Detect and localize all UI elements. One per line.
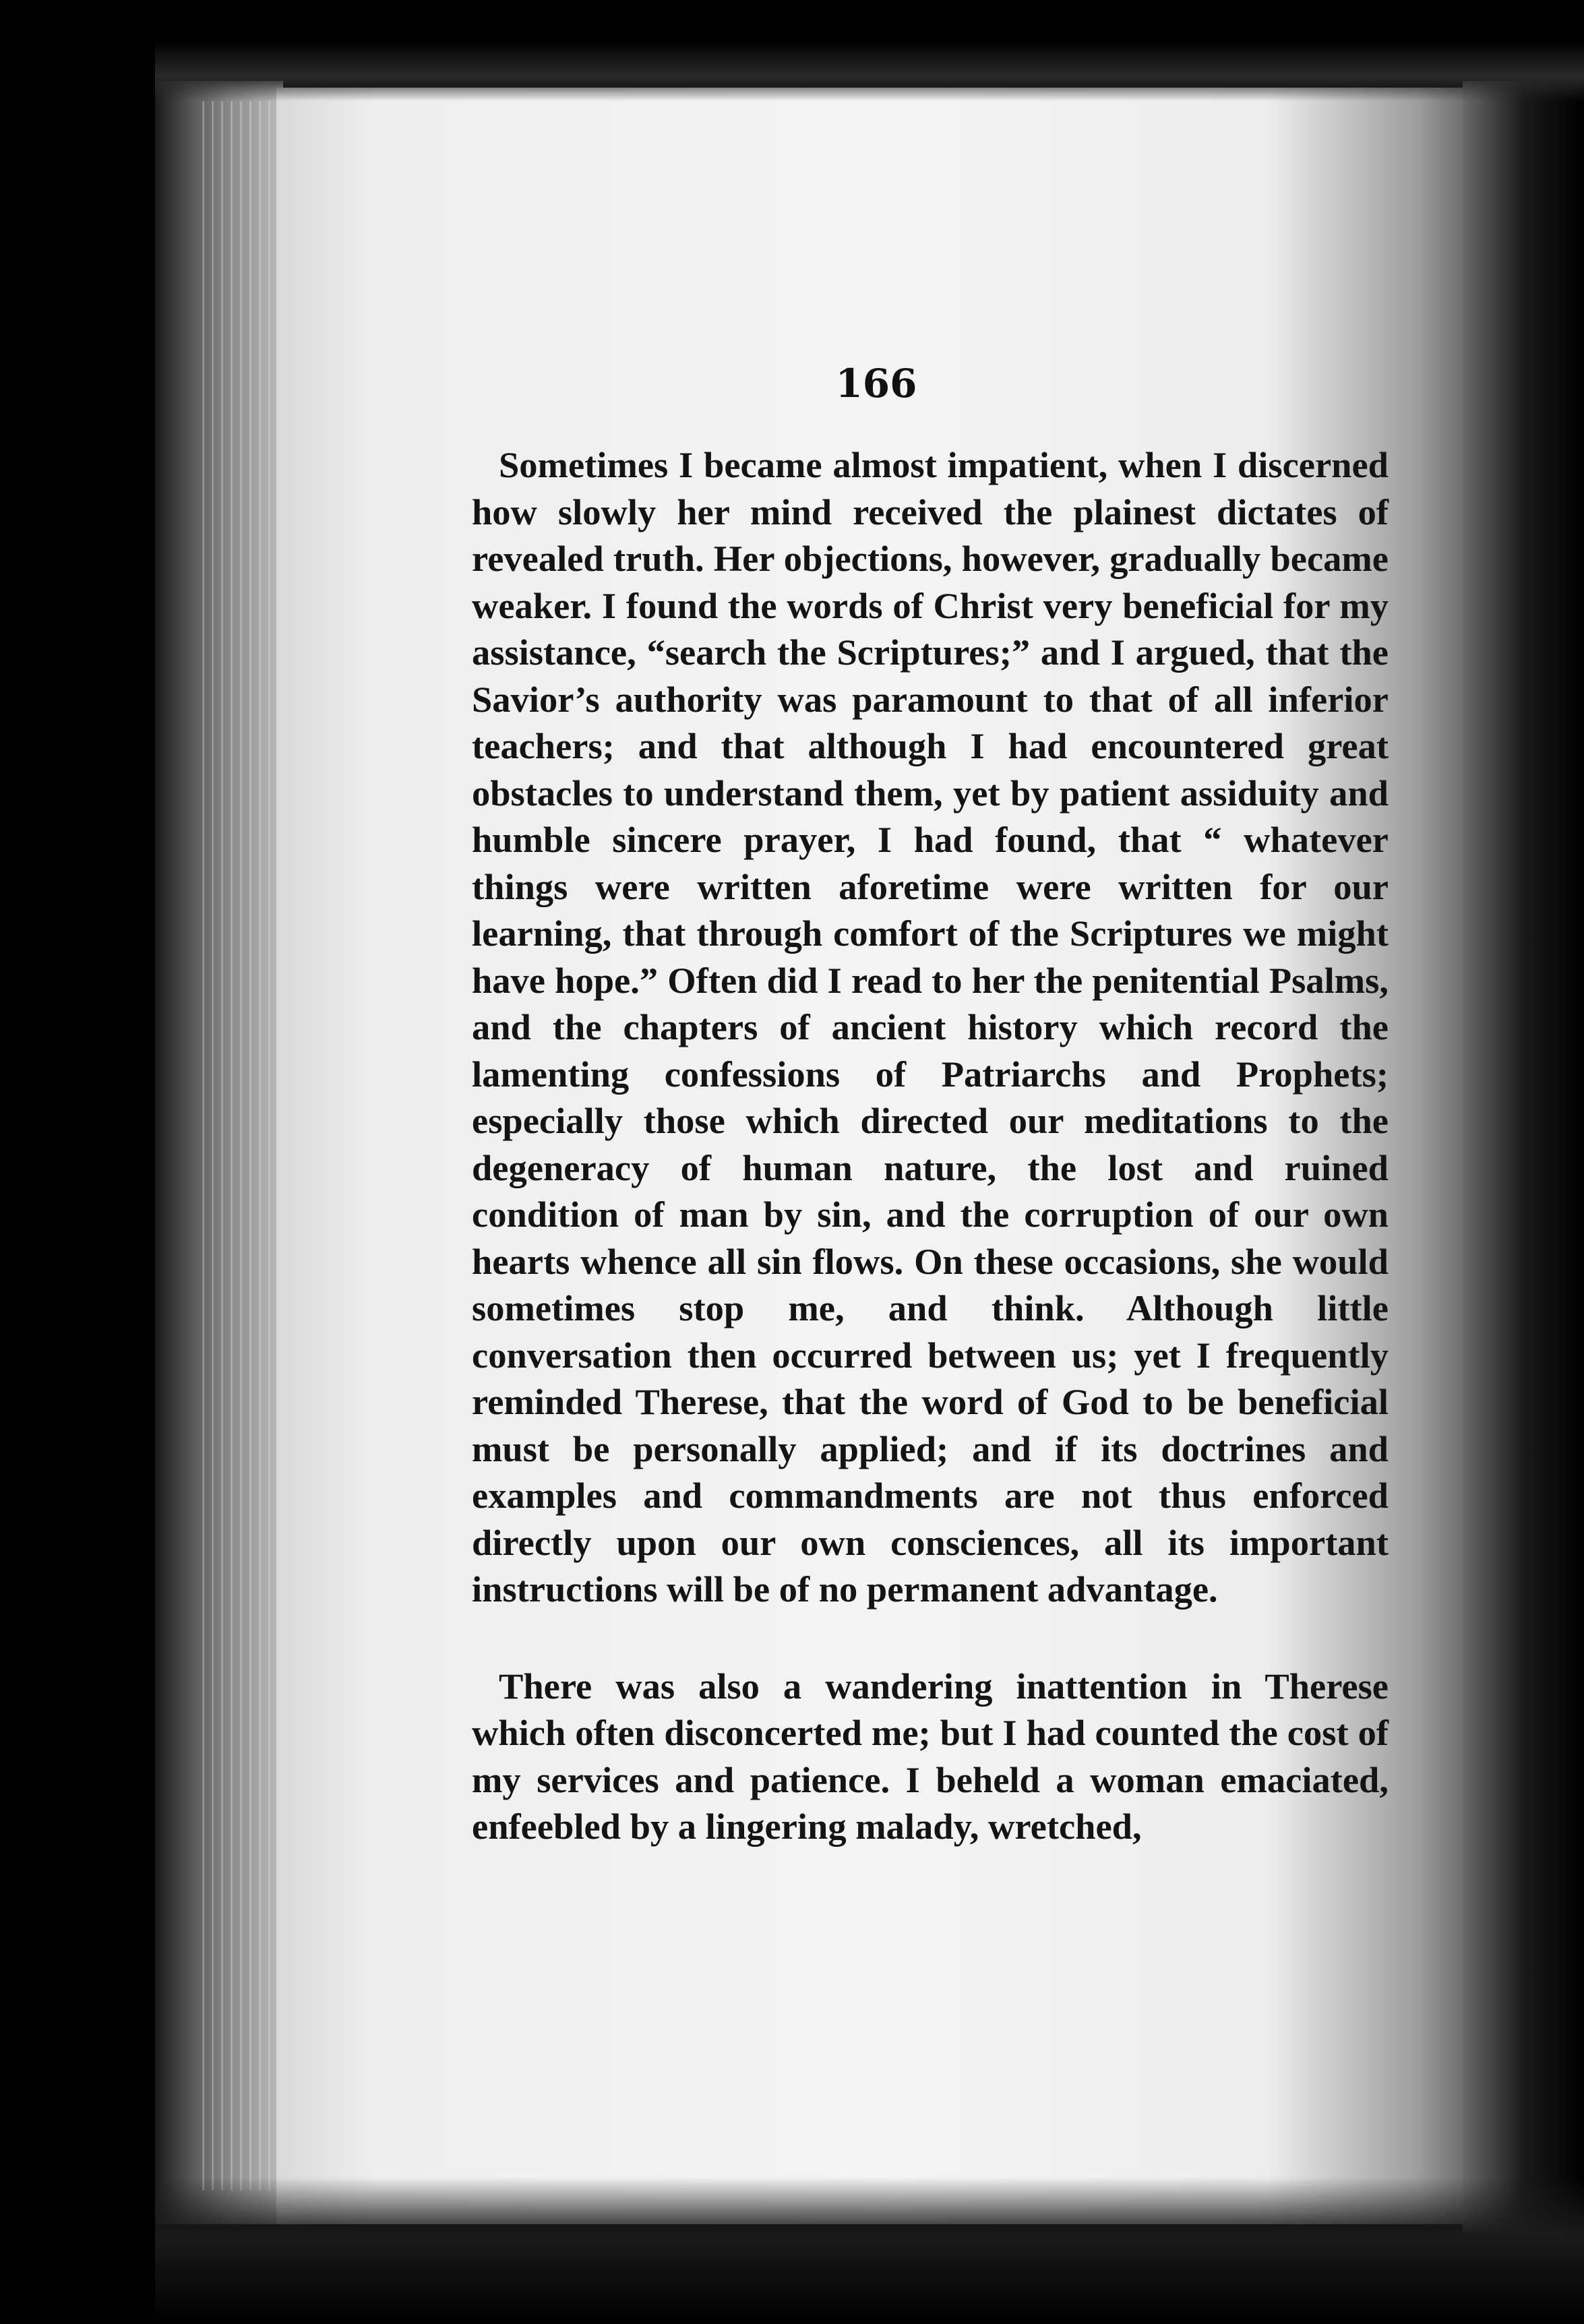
body-text bbox=[472, 441, 1389, 1850]
paragraph-1: Sometimes I became almost impatient, when I discerned how slowly her mind received the plainest dictates of revealed truth. Her objections, however, gradually became weaker. I found the words of Christ very beneficial for my assistance, “search the Scriptures;” and I argued, that the Savior’s authority was paramount to that of all inferior teachers; and that although I had encountered great obstacles to understand them, yet by patient assiduity and humble sincere prayer, I had found, that “ whatever things were written aforetime were written for our learning, that through comfort of the Scriptures we might have hope.” Often did I read to her the penitential Psalms, and the chapters of ancient history which record the lamenting confessions of Patriarchs and Prophets; especially those which directed our meditations to the degeneracy of human nature, the lost and ruined condition of man by sin, and the corruption of our own hearts whence all sin flows. On these occasions, she would sometimes stop me, and think. Although little conversation then occurred between us; yet I frequently reminded Therese, that the word of God to be beneficial must be personally applied; and if its doctrines and examples and commandments are not thus enforced directly upon our own consciences, all its important instructions will be of no permanent advantage. bbox=[472, 444, 1389, 1610]
paragraph-2: There was also a wandering inattention in Therese which often disconcerted me; but I had counted the cost of my services and patience. I beheld a woman emaciated, enfeebled by a lingering malady, wretched, bbox=[472, 1665, 1389, 1847]
bottom-shadow bbox=[155, 2177, 1584, 2324]
page-edges bbox=[195, 101, 276, 2191]
right-page-shadow bbox=[1463, 81, 1584, 2238]
top-shadow bbox=[155, 40, 1584, 101]
page-number: 166 bbox=[835, 361, 917, 406]
